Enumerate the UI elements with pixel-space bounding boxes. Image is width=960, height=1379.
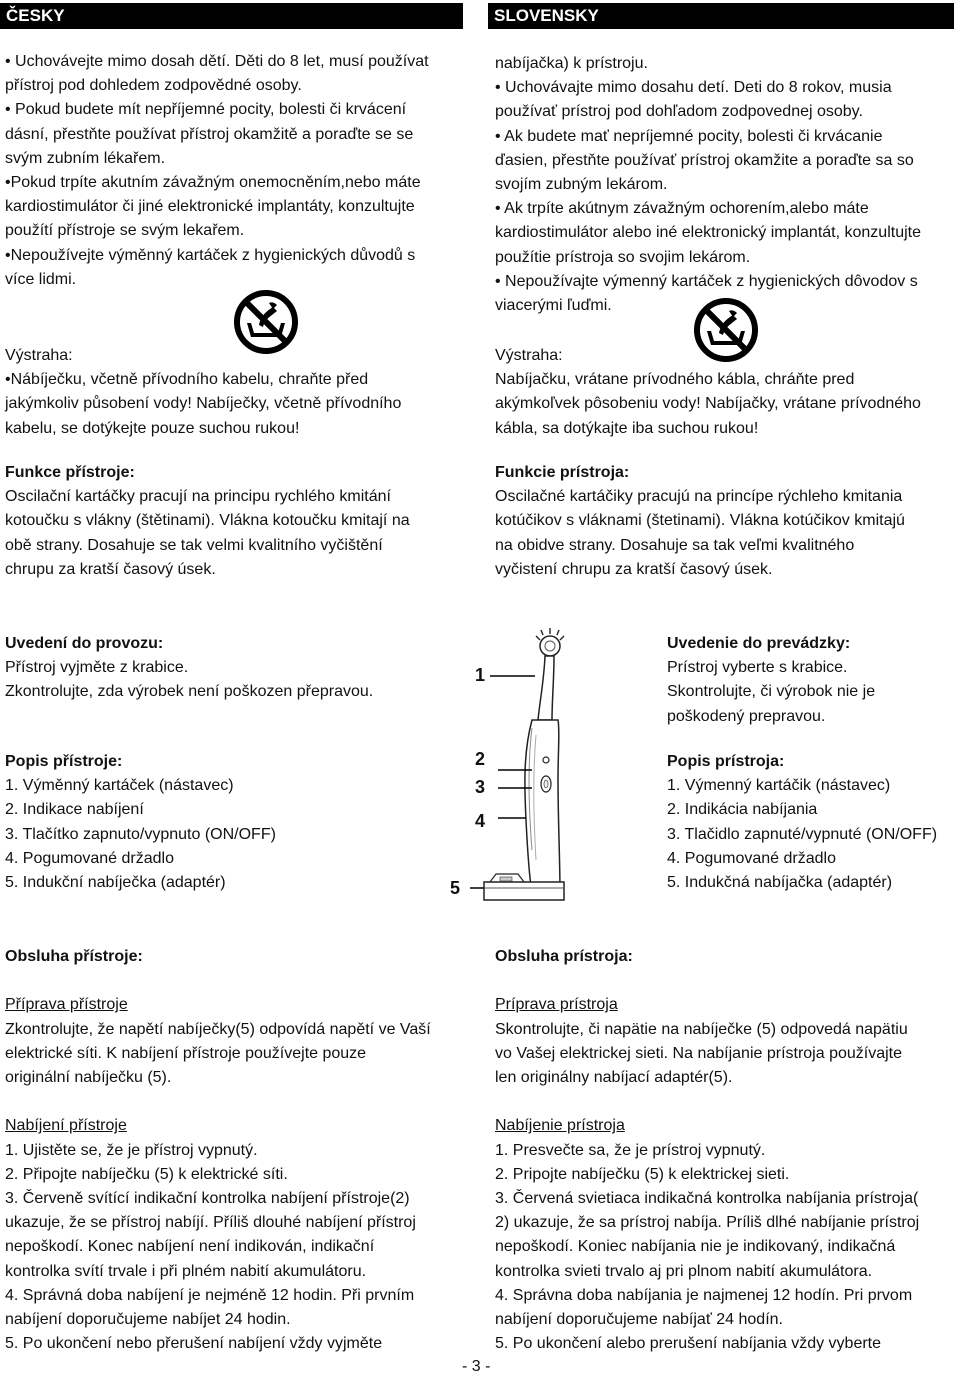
- sk-charging-line: 2. Pripojte nabíječku (5) k elektrickej sieti.: [495, 1165, 790, 1183]
- sk-safety-line: nabíjačka) k prístroju.: [495, 55, 648, 72]
- cz-function-line: chrupu za kratší časový úsek.: [5, 560, 216, 578]
- sk-preparation-title: Príprava prístroja: [495, 996, 618, 1014]
- page-number: - 3 -: [462, 1358, 491, 1375]
- sk-safety-line: • Uchovávajte mimo dosahu detí. Deti do 8 rokov, musia: [495, 79, 892, 97]
- sk-description: [667, 750, 937, 895]
- cz-description-title: Popis přístroje:: [5, 753, 123, 770]
- cz-startup-title: Uvedení do provozu:: [5, 635, 164, 652]
- cz-safety-line: svým zubním lékařem.: [5, 149, 166, 167]
- cz-description-item: 5. Indukční nabíječka (adaptér): [5, 874, 226, 892]
- sk-charging-line: nabíjení doporučujeme nabíjať 24 hodín.: [495, 1311, 783, 1329]
- sk-charging-line: nepoškodí. Koniec nabíjania nie je indikovaný, indikačná: [495, 1238, 896, 1256]
- cz-charging-line: nepoškodí. Konec nabíjení není indikován, indikační: [5, 1238, 375, 1256]
- cz-charging-line: nabíjení doporučujeme nabíjet 24 hodin.: [5, 1311, 291, 1329]
- cz-startup-line: Zkontrolujte, zda výrobek není poškozen přepravou.: [5, 683, 374, 701]
- cz-description-item: 4. Pogumované držadlo: [5, 849, 174, 867]
- sk-startup-line: poškodený prepravou.: [667, 707, 826, 725]
- sk-preparation-line: len originálny nabíjací adaptér(5).: [495, 1069, 733, 1086]
- cz-charging-line: 1. Ujistěte se, že je přístroj vypnutý.: [5, 1141, 258, 1159]
- cz-function-line: kotoučku s vlákny (štětinami). Vlákna kotoučku kmitají na: [5, 512, 410, 530]
- cz-operation: [5, 945, 431, 1356]
- sk-operation: [495, 945, 919, 1356]
- sk-charging-line: 5. Po ukončení alebo prerušení nabíjania vždy vyberte: [495, 1335, 882, 1353]
- cz-preparation-line: elektrické síti. K nabíjení přístroje používejte pouze: [5, 1044, 367, 1062]
- cz-safety-text: [5, 50, 429, 292]
- sk-warning: [495, 344, 921, 441]
- sk-startup-title: Uvedenie do prevádzky:: [667, 635, 851, 652]
- cz-charging-line: kontrolka svítí trvale i při plném nabití akumulátoru.: [5, 1262, 367, 1280]
- cz-function-line: obě strany. Dosahuje se tak velmi kvalitního vyčištění: [5, 536, 383, 554]
- sk-warning-title: Výstraha:: [495, 347, 563, 364]
- sk-preparation-line: Skontrolujte, či napätie na nabíječke (5) odpovedá napätiu: [495, 1020, 908, 1038]
- cz-startup-line: Přístroj vyjměte z krabice.: [5, 659, 189, 677]
- sk-function-line: vyčistení chrupu za kratší časový úsek.: [495, 560, 773, 578]
- sk-safety-line: používať prístroj pod dohľadom zodpovednej osoby.: [495, 103, 863, 121]
- sk-function-line: Oscilačné kartáčiky pracujú na princípe rýchleho kmitania: [495, 488, 903, 506]
- brush-head: [536, 628, 564, 720]
- sk-function: [495, 461, 905, 582]
- cz-charging-line: 3. Červeně svítící indikační kontrolka nabíjení přístroje(2): [5, 1190, 410, 1207]
- sk-startup-line: Skontrolujte, či výrobok nie je: [667, 683, 876, 701]
- cz-safety-line: použítí přístroje se svým lekařem.: [5, 222, 245, 240]
- toothbrush-diagram: [440, 620, 590, 910]
- cz-startup: [5, 632, 373, 705]
- cz-warning-line: jakýmkoliv působení vody! Nabíječky, včetně přívodního: [5, 395, 402, 413]
- sk-description-item: 3. Tlačidlo zapnuté/vypnuté (ON/OFF): [667, 825, 938, 843]
- cz-description-item: 2. Indikace nabíjení: [5, 801, 144, 819]
- figure-label-2: 2: [475, 749, 486, 769]
- cz-safety-line: • Uchovávejte mimo dosah dětí. Děti do 8 let, musí používat: [5, 53, 429, 70]
- cz-safety-line: dásní, přestňte používat přístroj okamžitě a poraďte se se: [5, 125, 414, 143]
- sk-charging-line: kontrolka svieti trvalo aj pri plnom nabití akumulátora.: [495, 1262, 873, 1280]
- cz-charging-line: 5. Po ukončení nebo přerušení nabíjení vždy vyjměte: [5, 1335, 383, 1353]
- sk-warning-line: Nabíjačku, vrátane prívodného kábla, chráňte pred: [495, 371, 855, 389]
- sk-charging-line: 3. Červená svietiaca indikačná kontrolka nabíjania prístroja(: [495, 1190, 919, 1207]
- cz-safety-line: • Pokud budete mít nepříjemné pocity, bolesti či krvácení: [5, 101, 407, 119]
- sk-description-item: 4. Pogumované držadlo: [667, 849, 836, 867]
- sk-description-item: 5. Indukčná nabíjačka (adaptér): [667, 874, 893, 892]
- cz-charging-line: 4. Správná doba nabíjení je nejméně 12 hodin. Při prvním: [5, 1286, 415, 1304]
- sk-function-title: Funkcie prístroja:: [495, 464, 630, 481]
- handle: [525, 720, 560, 892]
- sk-description-title: Popis prístroja:: [667, 753, 785, 770]
- sk-description-item: 2. Indikácia nabíjania: [667, 801, 818, 819]
- sk-safety-line: viacerými ľuďmi.: [495, 297, 612, 315]
- cz-preparation-line: Zkontrolujte, že napětí nabíječky(5) odpovídá napětí ve Vaší: [5, 1020, 431, 1038]
- sk-safety-line: kardiostimulátor alebo iné elektronický implantát, konzultujte: [495, 224, 921, 242]
- sk-safety-line: ďasien, přestňte používať prístroj okamžite a poraďte sa so: [495, 151, 914, 169]
- header-czech: ČESKY: [0, 3, 463, 29]
- cz-preparation-line: originální nabíječku (5).: [5, 1069, 172, 1086]
- sk-safety-line: použítie prístroja so svojim lekárom.: [495, 248, 751, 266]
- cz-preparation-title: Příprava přístroje: [5, 996, 128, 1014]
- cz-charging-line: ukazuje, že se přístroj nabíjí. Příliš dlouhé nabíjení přístroj: [5, 1214, 416, 1232]
- cz-safety-line: •Pokud trpíte akutním závažným onemocněním,nebo máte: [5, 174, 421, 192]
- sk-safety-line: • Ak trpíte akútnym závažným ochorením,alebo máte: [495, 200, 869, 218]
- sk-startup-line: Prístroj vyberte s krabice.: [667, 659, 848, 677]
- cz-function-title: Funkce přístroje:: [5, 464, 135, 481]
- figure-label-3: 3: [475, 777, 486, 797]
- cz-safety-line: •Nepoužívejte výměnný kartáček z hygienických důvodů s: [5, 246, 416, 264]
- figure-label-4: 4: [475, 811, 486, 831]
- sk-function-line: na obidve strany. Dosahuje sa tak veľmi kvalitného: [495, 536, 855, 554]
- sk-startup: [667, 632, 875, 729]
- cz-charging-title: Nabíjení přístroje: [5, 1117, 127, 1135]
- sk-function-line: kotúčikov s vláknami (štetinami). Vlákna kotúčikov kmitajú: [495, 512, 905, 530]
- sk-safety-line: svojím zubným lekárom.: [495, 176, 668, 194]
- cz-description-item: 3. Tlačítko zapnuto/vypnuto (ON/OFF): [5, 825, 276, 843]
- figure-label-1: 1: [475, 665, 486, 685]
- cz-warning-line: •Nábíječku, včetně přívodního kabelu, chraňte před: [5, 371, 369, 389]
- sk-warning-line: kábla, sa dotýkajte iba suchou rukou!: [495, 419, 759, 437]
- sk-description-item: 1. Výmenný kartáčik (nástavec): [667, 777, 891, 795]
- sk-safety-line: • Nepoužívajte výmenný kartáček z hygienických dôvodov s: [495, 272, 918, 290]
- cz-safety-line: přístroj pod dohledem zodpovědné osoby.: [5, 77, 302, 95]
- cz-description: [5, 750, 276, 895]
- cz-safety-line: více lidmi.: [5, 270, 77, 288]
- sk-warning-line: akýmkoľvek pôsobeniu vody! Nabíjačky, vrátane prívodného: [495, 395, 921, 413]
- cz-warning-line: kabelu, se dotýkejte pouze suchou rukou!: [5, 419, 300, 437]
- sk-operation-title: Obsluha prístroja:: [495, 948, 633, 965]
- cz-warning: [5, 344, 401, 441]
- sk-preparation-line: vo Vašej elektrickej sieti. Na nabíjanie prístroja používajte: [495, 1044, 903, 1062]
- cz-warning-title: Výstraha:: [5, 347, 73, 364]
- cz-operation-title: Obsluha přístroje:: [5, 948, 143, 965]
- sk-charging-line: 2) ukazuje, že sa prístroj nabíja. Príliš dlhé nabíjanie prístroj: [495, 1214, 920, 1232]
- cz-charging-line: 2. Připojte nabíječku (5) k elektrické síti.: [5, 1165, 288, 1183]
- sk-safety-line: • Ak budete mať nepríjemné pocity, bolesti či krvácanie: [495, 127, 883, 145]
- sk-charging-line: 1. Presvečte sa, že je prístroj vypnutý.: [495, 1141, 766, 1159]
- sk-charging-title: Nabíjenie prístroja: [495, 1117, 625, 1135]
- cz-safety-line: kardiostimulátor či jiné elektronické implantáty, konzultujte: [5, 198, 415, 216]
- sk-safety-text: [495, 52, 921, 318]
- cz-description-item: 1. Výměnný kartáček (nástavec): [5, 777, 234, 795]
- cz-function-line: Oscilační kartáčky pracují na principu rychlého kmitání: [5, 488, 391, 506]
- sk-charging-line: 4. Správna doba nabíjania je najmenej 12 hodín. Pri prvom: [495, 1286, 913, 1304]
- cz-function: [5, 461, 410, 582]
- figure-label-5: 5: [450, 878, 461, 898]
- header-slovak: SLOVENSKY: [488, 3, 954, 29]
